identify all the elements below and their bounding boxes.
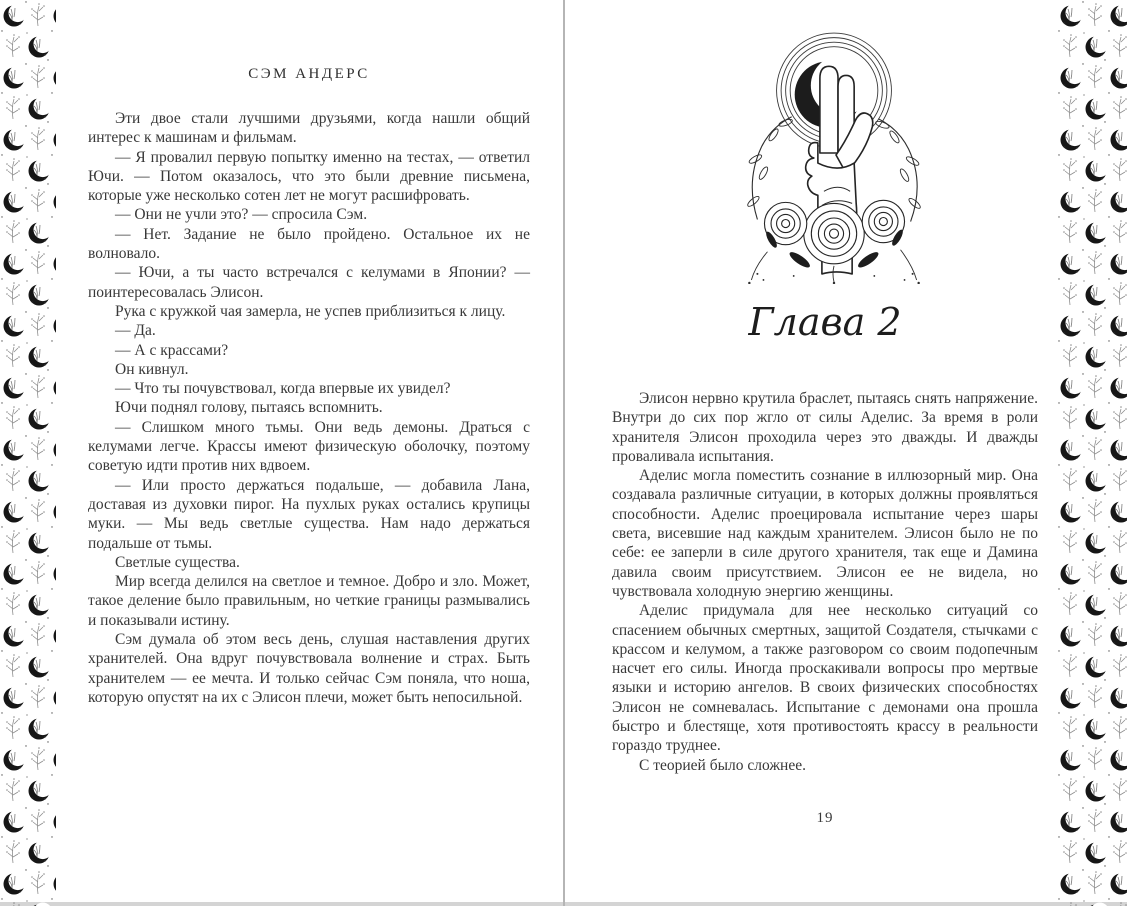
left-border-pattern-moon-floral bbox=[0, 0, 56, 906]
paragraph: Мир всегда делился на светлое и темное. Добро и зло. Может, такое деление было правильным, но четкие границы размывались и показывали истину. bbox=[88, 573, 530, 629]
paragraph: — Или просто держаться подальше, — добавила Лана, доставая из духовки пирог. На пухлых руках остались крупицы муки. — Мы ведь светлые существа. Нам надо держаться подальше от тьмы. bbox=[88, 476, 530, 552]
paragraph: Элисон нервно крутила браслет, пытаясь снять напряжение. Внутри до сих пор жгло от силы Аделис. За время в роли хранителя Элисон проходила через это дважды. И дважды проваливала испытания. bbox=[612, 390, 1038, 465]
right-border-pattern-moon-floral bbox=[1057, 0, 1127, 906]
paragraph: Эти двое стали лучшими друзьями, когда нашли общий интерес к машинам и фильмам. bbox=[88, 110, 530, 147]
right-page-text bbox=[612, 389, 1038, 775]
paragraph: — Что ты почувствовал, когда впервые их увидел? bbox=[115, 380, 451, 398]
rose-flowers bbox=[764, 200, 904, 263]
paragraph: Рука с кружкой чая замерла, не успев приблизиться к лицу. bbox=[115, 302, 506, 320]
paragraph: — Нет. Задание не было пройдено. Остальное их не волновало. bbox=[88, 225, 530, 263]
paragraph: Сэм думала об этом весь день, слушая наставления других хранителей. Она вдруг почувствовала волнение и страх. Быть хранителем — ее мечта. И только сейчас Сэм поняла, что ноша, которую опустят на их с Элисон плечи, может быть непосильной. bbox=[88, 631, 530, 706]
page-number: 19 bbox=[816, 810, 834, 826]
paragraph: — Они не учли это? — спросила Сэм. bbox=[115, 206, 368, 224]
paragraph: — Слишком много тьмы. Они ведь демоны. Драться с келумами легче. Крассы имеют физическую оболочку, поэтому советую идти против них вдвоем. bbox=[88, 418, 530, 475]
left-page-text bbox=[88, 109, 530, 707]
paragraph: — Ючи, а ты часто встречался с келумами в Японии? — поинтересовалась Элисон. bbox=[88, 264, 530, 301]
chapter-illustration-hand-holding-moon bbox=[733, 22, 935, 284]
paragraph: Ючи поднял голову, пытаясь вспомнить. bbox=[115, 399, 383, 417]
paragraph: — Я провалил первую попытку именно на тестах, — ответил Ючи. — Потом оказалось, что это были древние письмена, которые уже несколько сотен лет не могут расшифровать. bbox=[88, 148, 530, 205]
left-page bbox=[56, 0, 563, 906]
paragraph: Светлые существа. bbox=[115, 553, 240, 571]
paragraph: Он кивнул. bbox=[115, 360, 189, 378]
right-page bbox=[565, 0, 1057, 906]
running-header: СЭМ АНДЕРС bbox=[248, 66, 370, 82]
chapter-title: Глава 2 bbox=[748, 300, 902, 344]
paragraph: — А с крассами? bbox=[115, 341, 229, 359]
paragraph: С теорией было сложнее. bbox=[639, 756, 806, 774]
paragraph: — Да. bbox=[115, 322, 156, 340]
paragraph: Аделис могла поместить сознание в иллюзорный мир. Она создавала различные ситуации, в которых должны проявляться способности. Аделис проецировала испытание через шары света, висевшие над каждым хранителем. Элисон было не по себе: ее заперли в силе другого хранителя, так еще и Дамина давила своим присутствием. Элисон ее не видела, но чувствовала холодную энергию женщины. bbox=[612, 467, 1038, 600]
paragraph: Аделис придумала для нее несколько ситуаций со спасением обычных смертных, защитой Создателя, стычками с крассом и келумом, а также разговором со своим подопечным насчет его силы. Иногда проскакивали вопросы про мертвые языки и историю ангелов. В своих физических способностях Элисон не сомневалась. Испытание с демонами она прошла быстро и блестяще, хотя противостоять крассу в реальности гораздо труднее. bbox=[612, 602, 1038, 755]
